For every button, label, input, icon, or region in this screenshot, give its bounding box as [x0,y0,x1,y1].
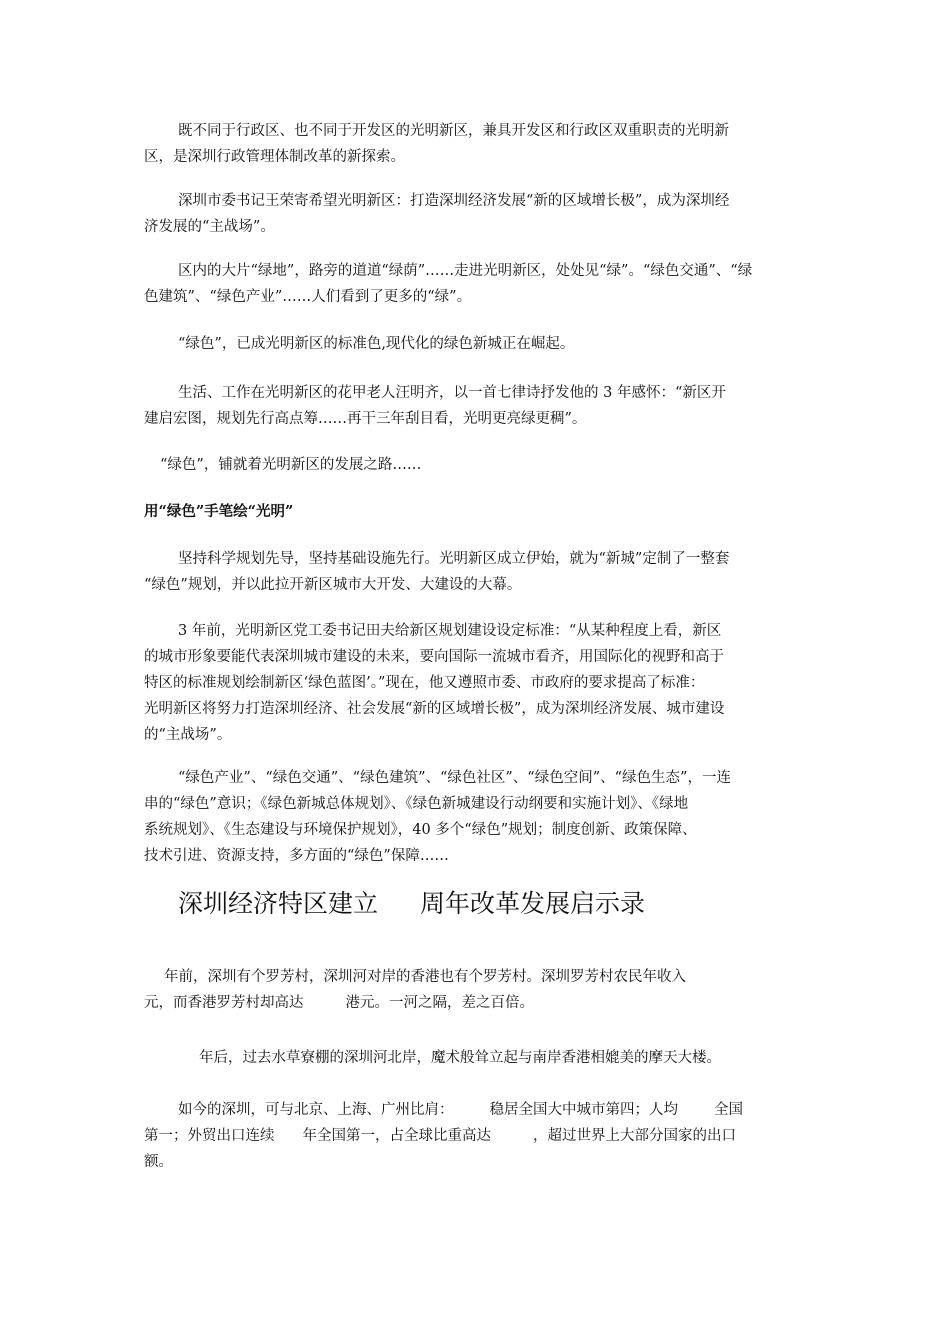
paragraph-7 [144,546,842,598]
paragraph-1 [144,118,842,170]
paragraph-8 [144,618,842,748]
text-line: “绿色产业”、“绿色交通”、“绿色建筑”、“绿色社区”、“绿色空间”、“绿色生态”，一连 [178,770,731,786]
text-line: 的城市形象要能代表深圳城市建设的未来，要向国际一流城市看齐，用国际化的视野和高于 [144,649,724,665]
text-line: 济发展的“主战场”。 [144,219,275,235]
text-line: 年前，深圳有个罗芳村，深圳河对岸的香港也有个罗芳村。深圳罗芳村农民年收入 [164,969,686,985]
paragraph-6 [144,452,824,478]
text-line [144,990,808,1016]
paragraph-2 [144,188,842,240]
text-segment: 第一；外贸出口连续 [144,1128,275,1144]
text-line [144,1097,808,1123]
section2-paragraph-1 [144,964,808,1016]
text-line: 特区的标准规划绘制新区‘绿色蓝图’。”现在，他又遵照市委、市政府的要求提高了标准： [144,675,705,691]
text-segment: 全国 [714,1102,743,1118]
paragraph-3 [144,258,842,310]
text-segment: ，超过世界上大部分国家的出口 [533,1128,736,1144]
title-part-1: 深圳经济特区建立 [178,889,379,918]
title-part-2: 周年改革发展启示录 [420,889,646,918]
text-line: 用“绿色”手笔绘“光明” [144,503,294,520]
text-line: “绿色”规划，并以此拉开新区城市大开发、大建设的大幕。 [144,577,522,593]
text-line: “绿色”，已成光明新区的标准色,现代化的绿色新城正在崛起。 [178,336,575,352]
paragraph-4 [144,331,842,357]
text-line: 深圳市委书记王荣寄希望光明新区：打造深圳经济发展“新的区域增长极”，成为深圳经 [178,193,730,209]
text-line: 年后，过去水草寮棚的深圳河北岸，魔术般耸立起与南岸香港相媲美的摩天大楼。 [199,1050,721,1066]
text-line: 的“主战场”。 [144,727,232,743]
section2-paragraph-2 [144,1045,863,1071]
paragraph-5 [144,380,842,432]
text-segment: 如今的深圳，可与北京、上海、广州比肩： [178,1102,454,1118]
text-segment: 稳居全国大中城市第四；人均 [489,1102,678,1118]
text-line: 光明新区将努力打造深圳经济、社会发展“新的区域增长极”，成为深圳经济发展、城市建设 [144,701,725,717]
text-line: 3 年前，光明新区党工委书记田夫给新区规划建设设定标准：“从某种程度上看，新区 [178,623,722,639]
text-line: 区内的大片“绿地”，路旁的道道“绿荫”……走进光明新区，处处见“绿”。“绿色交通”、“绿 [178,263,753,279]
text-segment: 港元。一河之隔，差之百倍。 [345,995,534,1011]
section2-paragraph-3 [144,1097,808,1175]
text-line: 色建筑”、“绿色产业”……人们看到了更多的“绿”。 [144,289,472,305]
text-segment: 元，而香港罗芳村却高达 [144,995,304,1011]
text-line [144,1123,808,1149]
article-title [178,887,645,921]
text-line: 既不同于行政区、也不同于开发区的光明新区，兼具开发区和行政区双重职责的光明新 [178,123,729,139]
text-segment: 年全国第一，占全球比重高达 [302,1128,491,1144]
text-line: 系统规划》、《生态建设与环境保护规划》，40 多个“绿色”规划；制度创新、政策保障、 [144,822,697,838]
paragraph-9 [144,765,842,869]
text-line: 额。 [144,1154,173,1170]
text-line: 区，是深圳行政管理体制改革的新探索。 [144,149,405,165]
text-line: 坚持科学规划先导，坚持基础设施先行。光明新区成立伊始，就为“新城”定制了一整套 [178,551,730,567]
text-line: 生活、工作在光明新区的花甲老人汪明齐，以一首七律诗抒发他的 3 年感怀：“新区开 [178,385,726,401]
text-line: 串的“绿色”意识；《绿色新城总体规划》、《绿色新城建设行动纲要和实施计划》、《绿地 [144,796,689,812]
text-line: “绿色”，铺就着光明新区的发展之路…… [160,457,422,473]
text-line: 技术引进、资源支持，多方面的“绿色”保障…… [144,848,449,864]
section-heading [144,499,808,525]
text-line: 建启宏图，规划先行高点筹……再干三年刮目看，光明更亮绿更稠”。 [144,411,587,427]
